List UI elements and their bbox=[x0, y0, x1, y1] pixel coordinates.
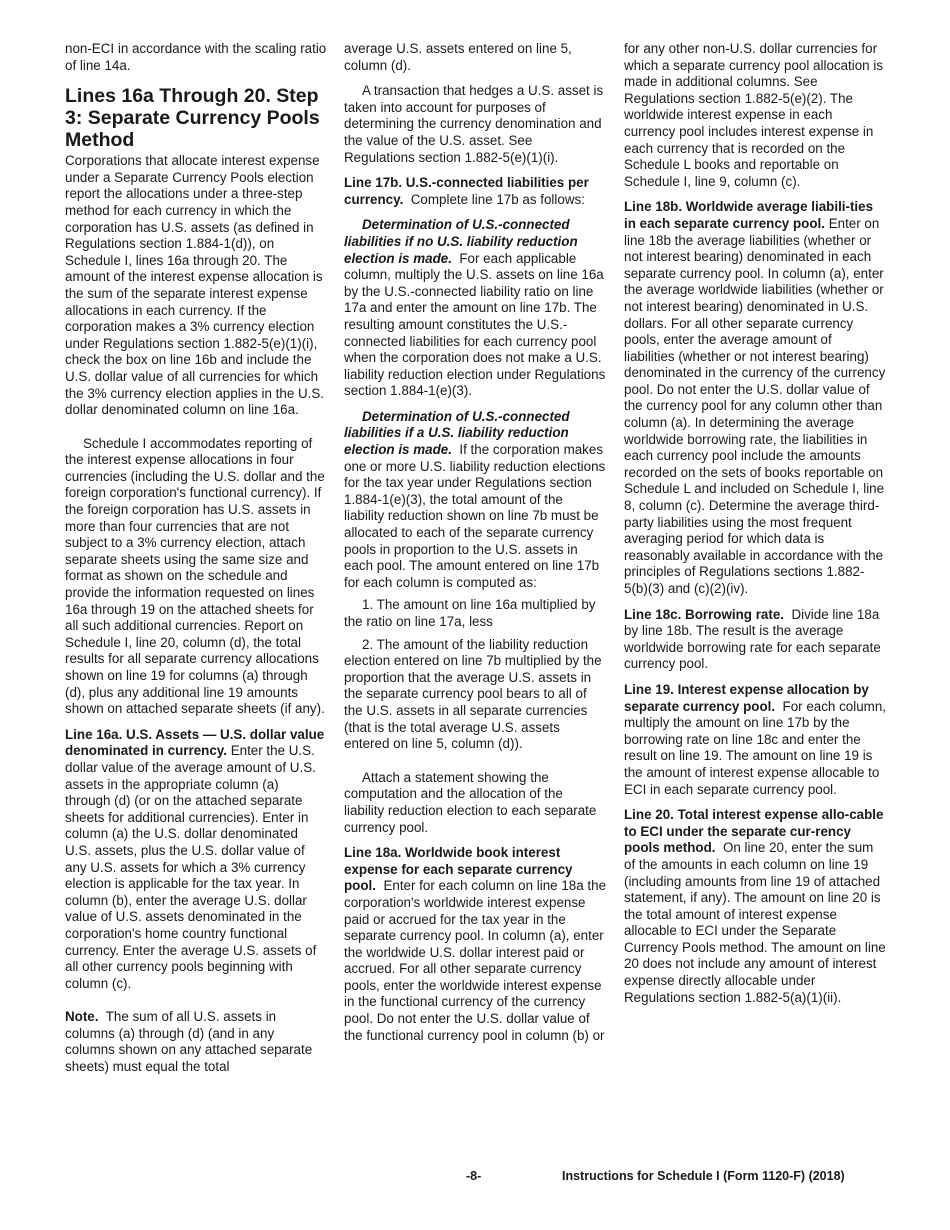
text-paragraph: average U.S. assets entered on line 5, column (d). bbox=[344, 41, 572, 73]
line-16a-heading: Line 16a. U.S. Assets — U.S. dollar value denominated in currency. bbox=[65, 726, 325, 759]
line-17b-heading: Line 17b. U.S.-connected liabilities per currency. bbox=[344, 175, 589, 207]
note-text: The sum of all U.S. assets in columns (a) through (d) (and in any columns shown on any attached separate sheets) must equal the total bbox=[65, 1009, 313, 1075]
line-18a-heading: Line 18a. Worldwide book interest expense for each separate currency pool. bbox=[344, 845, 573, 894]
line-18a-text: Enter for each column on line 18a the corporation's worldwide interest expense paid or accrued for the tax year in the separate currency pool. In column (a), enter the worldwide U.S. dollar interest paid or accrued. For all other separate currency pools, enter the worldwide interest expense in the functional currency of the currency pool. Do not enter the U.S. dollar value of the functional currency pool in column (b) or bbox=[344, 878, 607, 1043]
determination-no-election-heading: Determination of U.S.-connected liabilities if no U.S. liability reduction election is made. bbox=[344, 217, 578, 266]
note-section bbox=[65, 1009, 327, 1075]
page-number: -8- bbox=[466, 1169, 482, 1183]
text-paragraph: for any other non-U.S. dollar currencies for which a separate currency pool allocation is made in additional columns. See Regulations section 1.882-5(e)(2). The worldwide interest expense in each currency pool includes interest expense in each currency that is recorded on the Schedule L books and reportable on Schedule I, line 9, column (c). bbox=[624, 41, 884, 189]
line-19-text: For each column, multiply the amount on line 17b by the borrowing rate on line 18c and enter the result on line 19. The amount on line 19 is the amount of interest expense allocable to ECI in each separate currency pool. bbox=[624, 698, 886, 797]
column-2 bbox=[344, 41, 606, 1044]
line-16a-text: Enter the U.S. dollar value of the average amount of U.S. assets in the appropriate column (a) through (d) (or on the attached separate sheets for additional currencies). Enter in column (a) the U.S. dollar denominated U.S. assets, plus the U.S. dollar value of any U.S. assets for which a 3% currency election is applicable for the tax year. In column (b), enter the average U.S. dollar value of U.S. assets denominated in the corporation's home country functional currency. Enter the average U.S. assets of all other currency pools beginning with column (c). bbox=[65, 743, 317, 991]
line-18b-text: Enter on line 18b the average liabilities (whether or not interest bearing) denominated in each separate currency pool. In column (a), enter the average worldwide liabilities (whether or not interest bearing) denominated in U.S. dollars. For all other separate currency pools, enter the average amount of liabilities (whether or not interest bearing) denominated in the currency of the currency pool. Do not enter the U.S. dollar value of the currency pool for any column other than column (a). In determining the average worldwide borrowing rate, the liabilities in each currency pool include the amounts recorded on the sets of books reportable on Schedule L and included on Schedule I, line 8, column (c). Determine the average third-party liabilities using the most frequent averaging period for which data is reasonably available in accordance with the principles of Regulations sections 1.882-5(b)(3) and (c)(2)(iv). bbox=[624, 215, 886, 596]
column-1 bbox=[65, 41, 327, 1076]
line-19-section bbox=[624, 682, 886, 798]
line-19-heading: Line 19. Interest expense allocation by separate currency pool. bbox=[624, 681, 869, 714]
list-item: 2. The amount of the liability reduction election entered on line 7b multiplied by the proportion that the average U.S. assets in the separate currency pool bears to all of the U.S. assets in all separate currencies (that is the total average U.S. assets entered on line 5, column (d)). bbox=[344, 636, 602, 752]
text-paragraph: Corporations that allocate interest expense under a Separate Currency Pools election report the allocations under a three-step method for each currency in which the corporation has U.S. assets (as defined in Regulations section 1.884-1(d)), on Schedule I, lines 16a through 20. The amount of the interest expense allocation is the sum of the separate interest expense allocations in each currency. If the corporation makes a 3% currency election under Regulations section 1.882-5(e)(1)(i), check the box on line 16b and include the U.S. dollar value of all currencies for which the 3% currency election applies in the U.S. dollar denominated column on line 16a. bbox=[65, 153, 325, 418]
section-heading: Lines 16a Through 20. Step 3: Separate Currency Pools Method bbox=[65, 85, 320, 152]
determination-election bbox=[344, 409, 606, 592]
line-20-section bbox=[624, 807, 886, 1006]
line-18b-heading: Line 18b. Worldwide average liabili-ties in each separate currency pool. bbox=[624, 199, 874, 231]
line-18a-section bbox=[344, 845, 606, 1044]
determination-no-election bbox=[344, 217, 606, 400]
determination-election-text: If the corporation makes one or more U.S. liability reduction elections for the tax year under Regulations section 1.884-1(e)(3), the total amount of the liability reduction shown on line 7b must be allocated to each of the separate currency pools in proportion to the U.S. assets in each pool. The amount entered on line 17b for each column is computed as: bbox=[344, 442, 606, 590]
footer-title: Instructions for Schedule I (Form 1120-F) (2018) bbox=[562, 1169, 845, 1183]
text-paragraph: non-ECI in accordance with the scaling ratio of line 14a. bbox=[65, 41, 327, 73]
determination-election-heading: Determination of U.S.-connected liabilities if a U.S. liability reduction election is made. bbox=[344, 408, 570, 458]
line-20-text: On line 20, enter the sum of the amounts in each column on line 19 (including amounts from line 19 of attached statement, if any). The amount on line 20 is the total amount of interest expense allocable to ECI under the Separate Currency Pools method. The amount on line 20 does not include any amount of interest expense directly allocable under Regulations section 1.882-5(a)(1)(ii). bbox=[624, 840, 886, 1005]
line-17b-text: Complete line 17b as follows: bbox=[410, 191, 585, 207]
text-paragraph: A transaction that hedges a U.S. asset is taken into account for purposes of determining the currency denomination and the value of the U.S. asset. See Regulations section 1.882-5(e)(1)(i). bbox=[344, 83, 604, 165]
text-paragraph: Attach a statement showing the computation and the allocation of the liability reduction election to each separate currency pool. bbox=[344, 769, 597, 835]
line-18c-text: Divide line 18a by line 18b. The result is the average worldwide borrowing rate for each separate currency pool. bbox=[624, 606, 881, 672]
text-paragraph: Schedule I accommodates reporting of the interest expense allocations in four currencies (including the U.S. dollar and the foreign corporation's functional currency). If the foreign corporation has U.S. assets in more than four currencies that are not subject to a 3% currency election, attach separate sheets using the same size and format as shown on the schedule and provide the information requested on lines 16a through 19 on the attached sheets for all such additional currencies. Report on Schedule I, line 20, column (d), the total results for all separate currency allocations shown on line 19 for columns (a) through (d), plus any additional line 19 amounts shown on attached separate sheets (if any). bbox=[65, 435, 325, 717]
column-3 bbox=[624, 41, 886, 1006]
line-18c-section bbox=[624, 607, 886, 673]
line-18b-section bbox=[624, 199, 886, 597]
list-item: 1. The amount on line 16a multiplied by the ratio on line 17a, less bbox=[344, 597, 596, 629]
line-18c-heading: Line 18c. Borrowing rate. bbox=[624, 606, 784, 622]
line-17b-section bbox=[344, 175, 606, 208]
determination-no-election-text: For each applicable column, multiply the U.S. assets on line 16a by the U.S.-connected liability ratio on line 17a and enter the amount on line 17b. The resulting amount constitutes the U.S.-connected liabilities for each currency pool when the corporation does not make a U.S. liability reduction election under Regulations section 1.884-1(e)(3). bbox=[344, 250, 606, 399]
line-20-heading: Line 20. Total interest expense allo-cable to ECI under the separate cur-rency pools method. bbox=[624, 807, 884, 856]
line-16a-section bbox=[65, 727, 327, 993]
note-label: Note. bbox=[65, 1009, 99, 1025]
